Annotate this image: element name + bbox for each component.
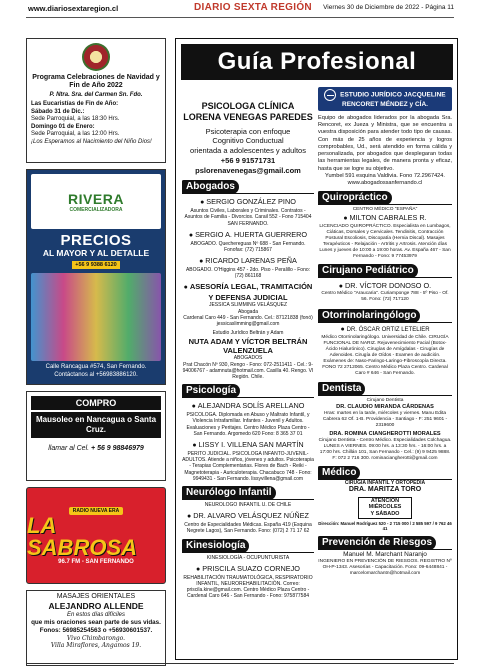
psicologa-email[interactable]: pslorenavenegas@gmail.com (195, 165, 301, 175)
medico-att-2: MIÉRCOLES (368, 504, 402, 511)
abogados-section (182, 180, 314, 194)
ciru-section (318, 264, 452, 278)
ciru-heading: Cirujano Pediátrico (318, 264, 418, 278)
abogado-5-b: Prat Chacón Nº 930, Rengo - Fono: 072-2511411 - Cel.: 9-94006767 - adamnuta@hotmail.com. Casilla 40. Rengo. VI Región. Chile. (182, 361, 314, 381)
mass-line-2: Sábado 31 de Dic.: (31, 108, 85, 115)
quiro-detail: LICENCIADO QUIROPRÁCTICO. Especialista en Lumbagos, Ciáticas, Dorsales y Cervicales. Tendinitis, Contracción Postural Escoliosis, Discopatía (Hernia Discal). Masajes Terapéuticos - Relajación - Artritis y Artrosis. Atención días Lunes y jueves de 10:00 a 19:00 horas. Av. España 467 - San Fernando - Fono: 9 77453979 (319, 223, 451, 259)
quiro-heading: Quiropráctico (318, 191, 392, 205)
header-rule (26, 17, 454, 18)
masajes-text-1: En estos días difíciles (66, 611, 126, 618)
compro-call (31, 445, 161, 452)
abogado-3-name: ● RICARDO LARENAS PEÑA (182, 256, 314, 267)
abogado-1-detail: Asuntos Civiles, Laborales y Criminales. Contratos - Asuntos de Familia - Divorcios. Carail 552 - Fono 715404 SAN FERNANDO. (184, 208, 312, 227)
right-column (318, 87, 452, 577)
neuro-heading: Neurólogo Infantil (182, 486, 276, 500)
site-url[interactable]: www.diariosextaregion.cl (28, 4, 119, 13)
riesgos-heading: Prevención de Riesgos (318, 536, 436, 550)
riviera-contact: Contáctanos al +56983886120. (54, 371, 138, 378)
abogado-2-detail: ABOGADO. Quechereguas Nº 688 - San Fernando. Fonofax: (72) 715867 (190, 240, 306, 253)
medico-att-3: Y SÁBADO (370, 510, 400, 517)
otorrino-heading: Otorrinolaringólogo (318, 309, 420, 323)
riviera-ad (26, 169, 166, 385)
compro-title: COMPRO (31, 396, 161, 410)
mass-line-4: Domingo 01 de Enero: (31, 123, 95, 130)
quiro-section (318, 191, 452, 205)
kine-1-detail: REHABILITACIÓN TRAUMATOLÓGICA, RESPIRATORIO INFANTIL, NEUROREHABILITACIÓN. Correo: priscila.kine@gmail.com. Centro Médico Plaza Centro - Cardenal Caro 646 - San Fernando - Fono: 975877584 (183, 574, 313, 600)
radio-name: LA SABROSA (27, 512, 138, 560)
compro-phone[interactable]: + 56 9 98846979 (91, 445, 144, 452)
psicologa-title-1: PSICOLOGA CLÍNICA (201, 101, 295, 111)
abogados-heading: Abogados (182, 180, 239, 194)
abogado-2-name: ● SERGIO A. HUERTA GUERRERO (182, 230, 314, 241)
kine-subtitle: KINESIOLOGÍA - OCUPUNTURISTA (206, 554, 290, 561)
middle-column (182, 87, 314, 600)
riviera-mayor: AL MAYOR Y AL DETALLE (42, 248, 150, 258)
masajes-address: Villa Miraflores, Angamos 19. (50, 642, 142, 650)
riesgos-name: Manuel M. Marchant Naranjo (343, 551, 427, 559)
page-header (0, 0, 480, 17)
estudio-logo (318, 87, 452, 111)
page-date: Viernes 30 de Diciembre de 2022 - Página 11 (323, 4, 454, 11)
abogados-list (182, 197, 314, 380)
mass-ad (26, 38, 166, 163)
masajes-city: Vivo Chimbarongo. (66, 635, 126, 643)
kine-1-name: ● PRISCILA SUAZO CORNEJO (182, 564, 314, 575)
medico-subtitle: CIRUGÍA INFANTIL Y ORTOPEDIA (344, 479, 426, 486)
estudio-text: Equipo de abogados liderados por la abogada Sra. Rencoret, ex Jueza y Ministra, que se encuentra a vuestra disposición para atender todo tipo de causas. Con más de 25 años de experiencia y logros comprobables, Ud., será atendido en forma cálida y personalizada, por abogados que desplegaran todas las herramientas legales, de manera pronta y eficaz, hasta que se logre su objetivo. (318, 114, 452, 172)
psicologa-line-2: Cognitivo Conductual (212, 136, 284, 146)
neuro-list (182, 502, 314, 535)
compro-ad (26, 391, 166, 481)
psicologia-2-detail: PERITO JUDICIAL. PSICOLOGA INFANTO-JUVENIL-ADULTOS. Atiende a niños, jóvenes y adultos. Psicoterapia - Terapias Complementarias. Flores de Bach - Reiki - Magnetoterapia - Auriculoterapia. Chacabuco 748 - Fono: 9949431 - San Fernando. lissyvillena@gmail.com (182, 450, 314, 482)
estudio-logo-line-1: ESTUDIO JURÍDICO JACQUELINE (340, 91, 446, 99)
riviera-logo (31, 174, 161, 229)
medico-att-1: ATENCIÓN (370, 497, 400, 504)
riviera-phone: +56 9 9388 6120 (72, 261, 119, 269)
abogado-5-name: NUTA ADAM Y VÍCTOR BELTRÁN VALENZUELA (188, 336, 308, 355)
psicologia-1-detail: PSICOLOGA. Diplomada en Abuso y Maltrato Infantil, y Violencia Intrafamiliar. Infantes - Juvenil y Adultos. Evaluaciones y Peritajes. Centro Médico Plaza Centro - San Fernando. Argomedo 620 Fono: 8 365 37 01 (186, 412, 310, 437)
guia-profesional-panel (175, 38, 458, 660)
ciru-name: ● DR. VÍCTOR DONOSO O. (318, 281, 452, 292)
otorrino-name: ● DR. ÓSCAR ORTIZ LETELIER (318, 326, 452, 335)
estudio-address: Yumbel 591 esquina Valdivia. Fono 72.2967424. (325, 172, 445, 179)
products-image (31, 273, 161, 361)
medico-heading: Médico (318, 466, 360, 480)
riviera-name: RIVERA (68, 190, 124, 207)
dentista-2-name: DRA. ROMINA CIANGHEROTTI MORALES (329, 430, 441, 437)
dentista-subtitle: Cirujano Dentista (366, 397, 404, 403)
guide-banner: Guía Profesional (181, 44, 453, 80)
riviera-address: Calle Rancagua #574, San Fernando. (45, 363, 147, 370)
left-column (26, 38, 166, 670)
abogado-4-c: Cardenal Caro 449 - San Fernando. Cel.: 87121838 (fonó) jessicaslimming@gmail.com (183, 314, 313, 328)
radio-ad (26, 487, 166, 584)
compro-text: Mausoleo en Nancagua o Santa Cruz. (31, 412, 161, 438)
medico-name: DRA. MARITZA TORO (348, 485, 422, 493)
psicologia-1-name: ● ALEJANDRA SOLÍS ARELLANO (182, 401, 314, 412)
psicologia-section (182, 384, 314, 398)
kine-section (182, 539, 314, 553)
abogado-1-name: ● SERGIO GONZÁLEZ PINO (182, 197, 314, 208)
medico-attention (358, 497, 412, 519)
estudio-web[interactable]: www.abogadossanfernando.cl (347, 179, 423, 186)
abogado-3-detail: ABOGADO. O'Higgins 457 - 2do. Piso - Peralillo - Fono: (72) 861168 (185, 266, 311, 279)
mass-line-5: Sede Parroquial, a las 12:00 Hrs. (31, 131, 120, 138)
ciru-detail: Centro Médico "Araucaria". Curiamponge 788 - 5º Piso - Of. 56. Fono: (72) 717120 (321, 291, 449, 303)
psicologia-list (182, 401, 314, 482)
dentista-heading: Dentista (318, 382, 365, 396)
riviera-sub: COMERCIALIZADORA (69, 206, 123, 213)
psicologia-heading: Psicología (182, 384, 240, 398)
neuro-section (182, 486, 314, 500)
psicologa-card (182, 101, 314, 175)
mass-priest: P. Ntra. Sra. del Carmen Sn. Fdo. (49, 91, 143, 98)
masajes-ad (26, 590, 166, 666)
psicologa-line-3: orientada a adolescentes y adultos (190, 146, 306, 155)
dentista-1-detail: Hras: martes en la tarde, miércoles y viernes. Manu Edita Cabrera 62 Of. 1-B. Providencia - Santiago - F: 251 9601 - 2319600 (322, 410, 448, 428)
abogado-4-name: ● ASESORÍA LEGAL, TRAMITACIÓN Y DEFENSA JUDICIAL (182, 282, 314, 302)
masajes-title: MASAJES ORIENTALES (56, 593, 136, 600)
footer-rule (26, 663, 454, 664)
neuro-subtitle: NEUROLOGO INFANTIL U. DE CHILE (204, 502, 292, 509)
parish-logo-icon (82, 43, 110, 71)
riesgos-section (318, 536, 452, 550)
masajes-text-2: que mis oraciones sean parte de sus vidas. (31, 618, 161, 626)
otorrino-section (318, 309, 452, 323)
newspaper-brand: DIARIO SEXTA REGIÓN (194, 2, 312, 13)
mass-title: Programa Celebraciones de Navidad y Fin de Año 2022 (32, 74, 160, 90)
medico-detail: Dirección: Manuel Rodríguez 520 - 2 715 000 / 2 585 597 / 9 762 46 41 (318, 520, 452, 531)
abogado-5-intro: Estudio Jurídico Beltrán y Adam (212, 330, 284, 337)
scale-icon (324, 89, 336, 101)
riviera-precios: PRECIOS (60, 232, 132, 249)
mass-line-6: ¡Los Esperamos al Nacimiento del Niño Dios! (31, 138, 152, 145)
quiro-name: ● MILTON CABRALES R. (318, 213, 452, 224)
neuro-1-name: ● DR. ALVARO VELÁSQUEZ NÚÑEZ (182, 511, 314, 522)
dentista-1-name: DR. CLAUDIO MIRANDA CÁRDENAS (336, 403, 434, 410)
radio-label: RADIO NUEVA ERA (69, 507, 123, 515)
psicologa-line-1: Psicoterapia con enfoque (205, 126, 291, 136)
quiro-subtitle: CENTRO MÉDICO "ESPAÑA" (352, 206, 418, 212)
medico-section (318, 466, 452, 480)
otorrino-detail: Médico Otorrinolaringólogo. Universidad de Chile. CIRUGÍA FUNCIONAL DE NARIZ. Rejuvenecimiento Facial (Botox-Ácido Hialurónico). Cirugías de Amígdalas - Cirugías de Adenoides. Cirugía de Oídos - Examen de audición. Exámenes de: Naso-Faringo-Laringo-Fibroscopía Directa. FONO 72 2712065. Centro Médico Plaza Centro. Cardenal Caro # 646 - San Fernando. (321, 335, 449, 376)
psicologa-title-2: LORENA VENEGAS PAREDES (183, 112, 313, 123)
estudio-logo-line-2: RENCORET MÉNDEZ y CÍA. (342, 101, 428, 108)
riesgos-detail: INGENIERO EN PREVENCIÓN DE RIESGOS. REGISTRO Nº OH-P-1343. Asesorías - Capacitación. Fono: 09-6448841 - marcelomarchantn@hotmail.com (318, 559, 452, 577)
masajes-phones[interactable]: Fonos: 56985254563 o +56930601537. (39, 626, 153, 634)
masajes-name: ALEJANDRO ALLENDE (48, 601, 144, 612)
abogado-4-a: JESSICA SLIMMING VELÁSQUEZ (208, 302, 288, 309)
dentista-2-detail: Cirujano Dentista - Centro Médico. Especialidades Colchagua. LUNES A VIERNES. 09:00 hrs. a 13:30 hrs. - 16:00 hrs. a 17:00 hrs. Chillán 101, San Fernando - Cel.: (9) 9 9425 9888. F: 072 2 716 300. rominaciangherotti@gmail.com (318, 437, 452, 461)
kine-heading: Kinesiología (182, 539, 249, 553)
compro-call-label: llamar al Cel. (48, 445, 90, 452)
neuro-1-detail: Centro de Especialidades Médicas. España 419 (Esquina Negrete Lagos), San Fernando. Fono: (072) 2 71 17 62 (184, 522, 312, 535)
mass-line-3: Sede Parroquial, a las 18:30 Hrs. (31, 116, 120, 123)
abogado-5-a: ABOGADOS (233, 355, 263, 362)
psicologia-2-name: ● LISSY I. VILLENA SAN MARTÍN (182, 440, 314, 451)
radio-sub: 96.7 FM - SAN FERNANDO (58, 558, 134, 565)
psicologa-phone[interactable]: +56 9 91571731 (220, 155, 276, 165)
mass-line-1: Las Eucaristías de Fin de Año: (31, 101, 119, 108)
kine-list (182, 555, 314, 600)
dentista-section (318, 382, 452, 396)
abogado-4-b: Abogada (237, 308, 259, 315)
